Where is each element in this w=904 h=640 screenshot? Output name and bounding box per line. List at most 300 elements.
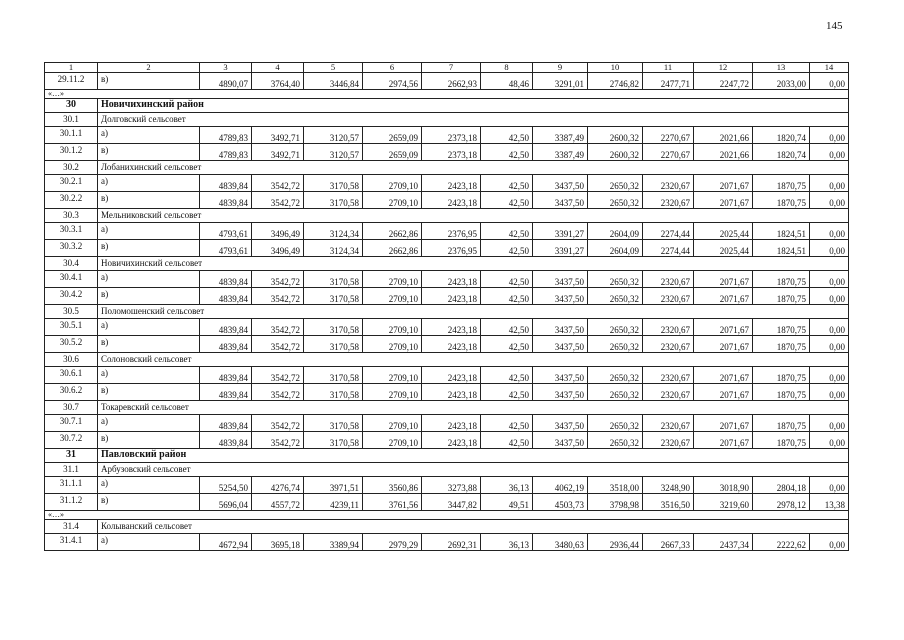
value-cell: 4062,19 — [533, 476, 588, 493]
value-cell: 3437,50 — [533, 287, 588, 304]
value-cell: 36,13 — [481, 533, 533, 550]
district-row — [45, 448, 849, 462]
table-row — [45, 476, 849, 493]
table-row — [45, 143, 849, 160]
value-cell: 2320,67 — [643, 287, 694, 304]
value-cell: 2021,66 — [694, 126, 753, 143]
value-cell: 13,38 — [810, 493, 849, 510]
value-cell: 4839,84 — [200, 191, 252, 208]
value-cell: 0,00 — [810, 383, 849, 400]
value-cell: 2709,10 — [363, 191, 422, 208]
value-cell: 2709,10 — [363, 318, 422, 335]
value-cell: 3761,56 — [363, 493, 422, 510]
row-code: 31.4.1 — [45, 533, 98, 550]
value-cell: 2746,82 — [588, 72, 643, 89]
omission-mark: «…» — [45, 510, 849, 519]
row-label: а) — [98, 533, 200, 550]
value-cell: 3170,58 — [304, 431, 363, 448]
value-cell: 4789,83 — [200, 126, 252, 143]
row-code: 30.6.1 — [45, 366, 98, 383]
value-cell: 3542,72 — [252, 383, 304, 400]
table-row — [45, 222, 849, 239]
council-name: Долговский сельсовет — [98, 112, 849, 126]
column-header: 8 — [481, 63, 533, 73]
table-row — [45, 191, 849, 208]
value-cell: 1820,74 — [753, 143, 810, 160]
council-row — [45, 208, 849, 222]
value-cell: 3170,58 — [304, 287, 363, 304]
column-header: 4 — [252, 63, 304, 73]
council-name: Токаревский сельсовет — [98, 400, 849, 414]
section-code: 30.3 — [45, 208, 98, 222]
value-cell: 3480,63 — [533, 533, 588, 550]
row-label: а) — [98, 174, 200, 191]
table-row — [45, 414, 849, 431]
value-cell: 2979,29 — [363, 533, 422, 550]
value-cell: 42,50 — [481, 143, 533, 160]
row-code: 30.5.2 — [45, 335, 98, 352]
section-code: 30.4 — [45, 256, 98, 270]
council-row — [45, 519, 849, 533]
row-code: 30.6.2 — [45, 383, 98, 400]
council-name: Поломошенский сельсовет — [98, 304, 849, 318]
table-row — [45, 335, 849, 352]
section-code: 31.4 — [45, 519, 98, 533]
value-cell: 2270,67 — [643, 143, 694, 160]
value-cell: 2600,32 — [588, 126, 643, 143]
value-cell: 0,00 — [810, 431, 849, 448]
value-cell: 3542,72 — [252, 270, 304, 287]
council-row — [45, 462, 849, 476]
value-cell: 0,00 — [810, 239, 849, 256]
value-cell: 48,46 — [481, 72, 533, 89]
value-cell: 3516,50 — [643, 493, 694, 510]
value-cell: 2709,10 — [363, 287, 422, 304]
value-cell: 3542,72 — [252, 335, 304, 352]
value-cell: 2021,66 — [694, 143, 753, 160]
value-cell: 1870,75 — [753, 431, 810, 448]
value-cell: 3387,49 — [533, 143, 588, 160]
table-row — [45, 270, 849, 287]
value-cell: 2604,09 — [588, 239, 643, 256]
value-cell: 42,50 — [481, 270, 533, 287]
value-cell: 0,00 — [810, 476, 849, 493]
value-cell: 3170,58 — [304, 318, 363, 335]
value-cell: 2659,09 — [363, 143, 422, 160]
value-cell: 2650,32 — [588, 191, 643, 208]
value-cell: 4789,83 — [200, 143, 252, 160]
value-cell: 4839,84 — [200, 383, 252, 400]
row-label: а) — [98, 366, 200, 383]
district-name: Павловский район — [98, 448, 849, 462]
column-header: 10 — [588, 63, 643, 73]
value-cell: 2423,18 — [422, 366, 481, 383]
value-cell: 42,50 — [481, 414, 533, 431]
value-cell: 2274,44 — [643, 239, 694, 256]
section-code: 30 — [45, 98, 98, 112]
row-label: в) — [98, 335, 200, 352]
value-cell: 42,50 — [481, 335, 533, 352]
table-row — [45, 287, 849, 304]
table-row — [45, 318, 849, 335]
value-cell: 1870,75 — [753, 287, 810, 304]
value-cell: 2650,32 — [588, 414, 643, 431]
value-cell: 2477,71 — [643, 72, 694, 89]
value-cell: 3542,72 — [252, 366, 304, 383]
value-cell: 2936,44 — [588, 533, 643, 550]
table-row — [45, 239, 849, 256]
value-cell: 0,00 — [810, 287, 849, 304]
value-cell: 2320,67 — [643, 383, 694, 400]
value-cell: 3437,50 — [533, 431, 588, 448]
table-row — [45, 533, 849, 550]
column-number-header-row — [45, 63, 849, 73]
value-cell: 3170,58 — [304, 270, 363, 287]
value-cell: 3492,71 — [252, 143, 304, 160]
value-cell: 2659,09 — [363, 126, 422, 143]
value-cell: 2650,32 — [588, 270, 643, 287]
value-cell: 2071,67 — [694, 414, 753, 431]
row-label: а) — [98, 270, 200, 287]
value-cell: 0,00 — [810, 335, 849, 352]
value-cell: 2423,18 — [422, 318, 481, 335]
row-label: а) — [98, 222, 200, 239]
omission-mark: «…» — [45, 89, 849, 98]
value-cell: 2320,67 — [643, 414, 694, 431]
row-label: в) — [98, 383, 200, 400]
row-code: 30.2.1 — [45, 174, 98, 191]
table-row — [45, 72, 849, 89]
value-cell: 2071,67 — [694, 335, 753, 352]
column-header: 9 — [533, 63, 588, 73]
council-row — [45, 400, 849, 414]
value-cell: 2423,18 — [422, 174, 481, 191]
value-cell: 2071,67 — [694, 318, 753, 335]
value-cell: 0,00 — [810, 143, 849, 160]
row-code: 30.3.1 — [45, 222, 98, 239]
value-cell: 0,00 — [810, 318, 849, 335]
table-row — [45, 126, 849, 143]
value-cell: 2667,33 — [643, 533, 694, 550]
value-cell: 3447,82 — [422, 493, 481, 510]
value-cell: 1870,75 — [753, 414, 810, 431]
value-cell: 3391,27 — [533, 222, 588, 239]
value-cell: 3120,57 — [304, 126, 363, 143]
council-name: Солоновский сельсовет — [98, 352, 849, 366]
value-cell: 2423,18 — [422, 191, 481, 208]
row-label: а) — [98, 414, 200, 431]
value-cell: 4793,61 — [200, 222, 252, 239]
table-row — [45, 366, 849, 383]
row-code: 30.7.2 — [45, 431, 98, 448]
value-cell: 2423,18 — [422, 335, 481, 352]
value-cell: 0,00 — [810, 414, 849, 431]
value-cell: 36,13 — [481, 476, 533, 493]
value-cell: 2222,62 — [753, 533, 810, 550]
value-cell: 3437,50 — [533, 414, 588, 431]
value-cell: 1870,75 — [753, 366, 810, 383]
row-code: 31.1.1 — [45, 476, 98, 493]
value-cell: 2376,95 — [422, 222, 481, 239]
value-cell: 42,50 — [481, 287, 533, 304]
tariff-table — [44, 62, 849, 551]
value-cell: 2320,67 — [643, 335, 694, 352]
value-cell: 3391,27 — [533, 239, 588, 256]
value-cell: 1870,75 — [753, 270, 810, 287]
value-cell: 3387,49 — [533, 126, 588, 143]
value-cell: 3542,72 — [252, 174, 304, 191]
column-header: 6 — [363, 63, 422, 73]
value-cell: 5696,04 — [200, 493, 252, 510]
value-cell: 2692,31 — [422, 533, 481, 550]
council-name: Лобанихинский сельсовет — [98, 160, 849, 174]
column-header: 1 — [45, 63, 98, 73]
column-header: 12 — [694, 63, 753, 73]
value-cell: 5254,50 — [200, 476, 252, 493]
value-cell: 1820,74 — [753, 126, 810, 143]
row-code: 30.1.1 — [45, 126, 98, 143]
value-cell: 3437,50 — [533, 383, 588, 400]
value-cell: 4276,74 — [252, 476, 304, 493]
row-label: в) — [98, 239, 200, 256]
value-cell: 3170,58 — [304, 174, 363, 191]
value-cell: 2650,32 — [588, 174, 643, 191]
council-row — [45, 352, 849, 366]
value-cell: 3437,50 — [533, 270, 588, 287]
table-row — [45, 383, 849, 400]
value-cell: 2709,10 — [363, 431, 422, 448]
value-cell: 4672,94 — [200, 533, 252, 550]
value-cell: 3437,50 — [533, 366, 588, 383]
value-cell: 2600,32 — [588, 143, 643, 160]
value-cell: 42,50 — [481, 318, 533, 335]
value-cell: 3518,00 — [588, 476, 643, 493]
section-code: 31.1 — [45, 462, 98, 476]
value-cell: 2709,10 — [363, 335, 422, 352]
value-cell: 2650,32 — [588, 431, 643, 448]
value-cell: 2662,86 — [363, 239, 422, 256]
value-cell: 2974,56 — [363, 72, 422, 89]
value-cell: 4239,11 — [304, 493, 363, 510]
value-cell: 2270,67 — [643, 126, 694, 143]
value-cell: 2423,18 — [422, 270, 481, 287]
council-row — [45, 304, 849, 318]
row-code: 29.11.2 — [45, 72, 98, 89]
value-cell: 1870,75 — [753, 335, 810, 352]
column-header: 3 — [200, 63, 252, 73]
value-cell: 3170,58 — [304, 414, 363, 431]
value-cell: 2978,12 — [753, 493, 810, 510]
column-header: 7 — [422, 63, 481, 73]
value-cell: 2650,32 — [588, 335, 643, 352]
value-cell: 4557,72 — [252, 493, 304, 510]
value-cell: 2662,86 — [363, 222, 422, 239]
value-cell: 2650,32 — [588, 287, 643, 304]
value-cell: 3542,72 — [252, 431, 304, 448]
column-header: 2 — [98, 63, 200, 73]
value-cell: 1824,51 — [753, 239, 810, 256]
value-cell: 4839,84 — [200, 318, 252, 335]
value-cell: 2320,67 — [643, 174, 694, 191]
value-cell: 3124,34 — [304, 239, 363, 256]
value-cell: 42,50 — [481, 239, 533, 256]
value-cell: 2373,18 — [422, 126, 481, 143]
row-code: 31.1.2 — [45, 493, 98, 510]
value-cell: 2320,67 — [643, 318, 694, 335]
section-code: 30.1 — [45, 112, 98, 126]
section-code: 30.6 — [45, 352, 98, 366]
value-cell: 3446,84 — [304, 72, 363, 89]
value-cell: 2071,67 — [694, 270, 753, 287]
value-cell: 2025,44 — [694, 239, 753, 256]
value-cell: 3542,72 — [252, 287, 304, 304]
value-cell: 2437,34 — [694, 533, 753, 550]
value-cell: 2423,18 — [422, 431, 481, 448]
row-code: 30.5.1 — [45, 318, 98, 335]
value-cell: 2320,67 — [643, 270, 694, 287]
council-name: Новичихинский сельсовет — [98, 256, 849, 270]
value-cell: 1870,75 — [753, 174, 810, 191]
value-cell: 4839,84 — [200, 414, 252, 431]
value-cell: 3120,57 — [304, 143, 363, 160]
omission-row — [45, 89, 849, 98]
value-cell: 3018,90 — [694, 476, 753, 493]
value-cell: 2604,09 — [588, 222, 643, 239]
row-code: 30.3.2 — [45, 239, 98, 256]
value-cell: 3170,58 — [304, 191, 363, 208]
value-cell: 2804,18 — [753, 476, 810, 493]
column-header: 14 — [810, 63, 849, 73]
section-code: 31 — [45, 448, 98, 462]
value-cell: 0,00 — [810, 126, 849, 143]
value-cell: 3437,50 — [533, 174, 588, 191]
value-cell: 3437,50 — [533, 191, 588, 208]
value-cell: 3248,90 — [643, 476, 694, 493]
value-cell: 3695,18 — [252, 533, 304, 550]
value-cell: 42,50 — [481, 174, 533, 191]
value-cell: 3496,49 — [252, 222, 304, 239]
value-cell: 4890,07 — [200, 72, 252, 89]
value-cell: 3542,72 — [252, 318, 304, 335]
value-cell: 3560,86 — [363, 476, 422, 493]
value-cell: 0,00 — [810, 270, 849, 287]
section-code: 30.2 — [45, 160, 98, 174]
value-cell: 42,50 — [481, 366, 533, 383]
value-cell: 2662,93 — [422, 72, 481, 89]
row-label: а) — [98, 126, 200, 143]
value-cell: 3437,50 — [533, 318, 588, 335]
value-cell: 3219,60 — [694, 493, 753, 510]
value-cell: 0,00 — [810, 222, 849, 239]
value-cell: 2709,10 — [363, 270, 422, 287]
value-cell: 2423,18 — [422, 383, 481, 400]
value-cell: 2320,67 — [643, 191, 694, 208]
row-label: в) — [98, 493, 200, 510]
value-cell: 2025,44 — [694, 222, 753, 239]
value-cell: 0,00 — [810, 366, 849, 383]
value-cell: 1870,75 — [753, 191, 810, 208]
row-label: в) — [98, 72, 200, 89]
value-cell: 4839,84 — [200, 431, 252, 448]
row-code: 30.4.2 — [45, 287, 98, 304]
value-cell: 3971,51 — [304, 476, 363, 493]
value-cell: 2071,67 — [694, 366, 753, 383]
value-cell: 4839,84 — [200, 174, 252, 191]
value-cell: 2071,67 — [694, 431, 753, 448]
value-cell: 3291,01 — [533, 72, 588, 89]
row-code: 30.2.2 — [45, 191, 98, 208]
value-cell: 2071,67 — [694, 383, 753, 400]
value-cell: 42,50 — [481, 222, 533, 239]
value-cell: 2709,10 — [363, 366, 422, 383]
value-cell: 2423,18 — [422, 414, 481, 431]
row-code: 30.1.2 — [45, 143, 98, 160]
council-name: Колыванский сельсовет — [98, 519, 849, 533]
value-cell: 3437,50 — [533, 335, 588, 352]
value-cell: 1870,75 — [753, 383, 810, 400]
row-label: а) — [98, 476, 200, 493]
value-cell: 2423,18 — [422, 287, 481, 304]
column-header: 13 — [753, 63, 810, 73]
value-cell: 0,00 — [810, 174, 849, 191]
value-cell: 2320,67 — [643, 366, 694, 383]
value-cell: 4839,84 — [200, 366, 252, 383]
value-cell: 3764,40 — [252, 72, 304, 89]
value-cell: 3170,58 — [304, 383, 363, 400]
value-cell: 3170,58 — [304, 335, 363, 352]
section-code: 30.7 — [45, 400, 98, 414]
value-cell: 2650,32 — [588, 366, 643, 383]
value-cell: 4839,84 — [200, 270, 252, 287]
value-cell: 2709,10 — [363, 414, 422, 431]
value-cell: 4839,84 — [200, 287, 252, 304]
value-cell: 42,50 — [481, 383, 533, 400]
value-cell: 0,00 — [810, 72, 849, 89]
value-cell: 2071,67 — [694, 174, 753, 191]
value-cell: 2274,44 — [643, 222, 694, 239]
row-label: в) — [98, 191, 200, 208]
row-label: а) — [98, 318, 200, 335]
table-row — [45, 493, 849, 510]
council-row — [45, 256, 849, 270]
table-row — [45, 431, 849, 448]
value-cell: 1870,75 — [753, 318, 810, 335]
value-cell: 2376,95 — [422, 239, 481, 256]
value-cell: 0,00 — [810, 533, 849, 550]
value-cell: 4793,61 — [200, 239, 252, 256]
table-row — [45, 174, 849, 191]
value-cell: 2709,10 — [363, 174, 422, 191]
value-cell: 0,00 — [810, 191, 849, 208]
value-cell: 2033,00 — [753, 72, 810, 89]
value-cell: 42,50 — [481, 126, 533, 143]
omission-row — [45, 510, 849, 519]
value-cell: 3492,71 — [252, 126, 304, 143]
value-cell: 2709,10 — [363, 383, 422, 400]
value-cell: 2071,67 — [694, 191, 753, 208]
value-cell: 4503,73 — [533, 493, 588, 510]
value-cell: 2650,32 — [588, 383, 643, 400]
column-header: 11 — [643, 63, 694, 73]
value-cell: 2071,67 — [694, 287, 753, 304]
council-row — [45, 160, 849, 174]
value-cell: 2247,72 — [694, 72, 753, 89]
page-number: 145 — [826, 20, 843, 32]
district-name: Новичихинский район — [98, 98, 849, 112]
row-label: в) — [98, 431, 200, 448]
column-header: 5 — [304, 63, 363, 73]
value-cell: 49,51 — [481, 493, 533, 510]
